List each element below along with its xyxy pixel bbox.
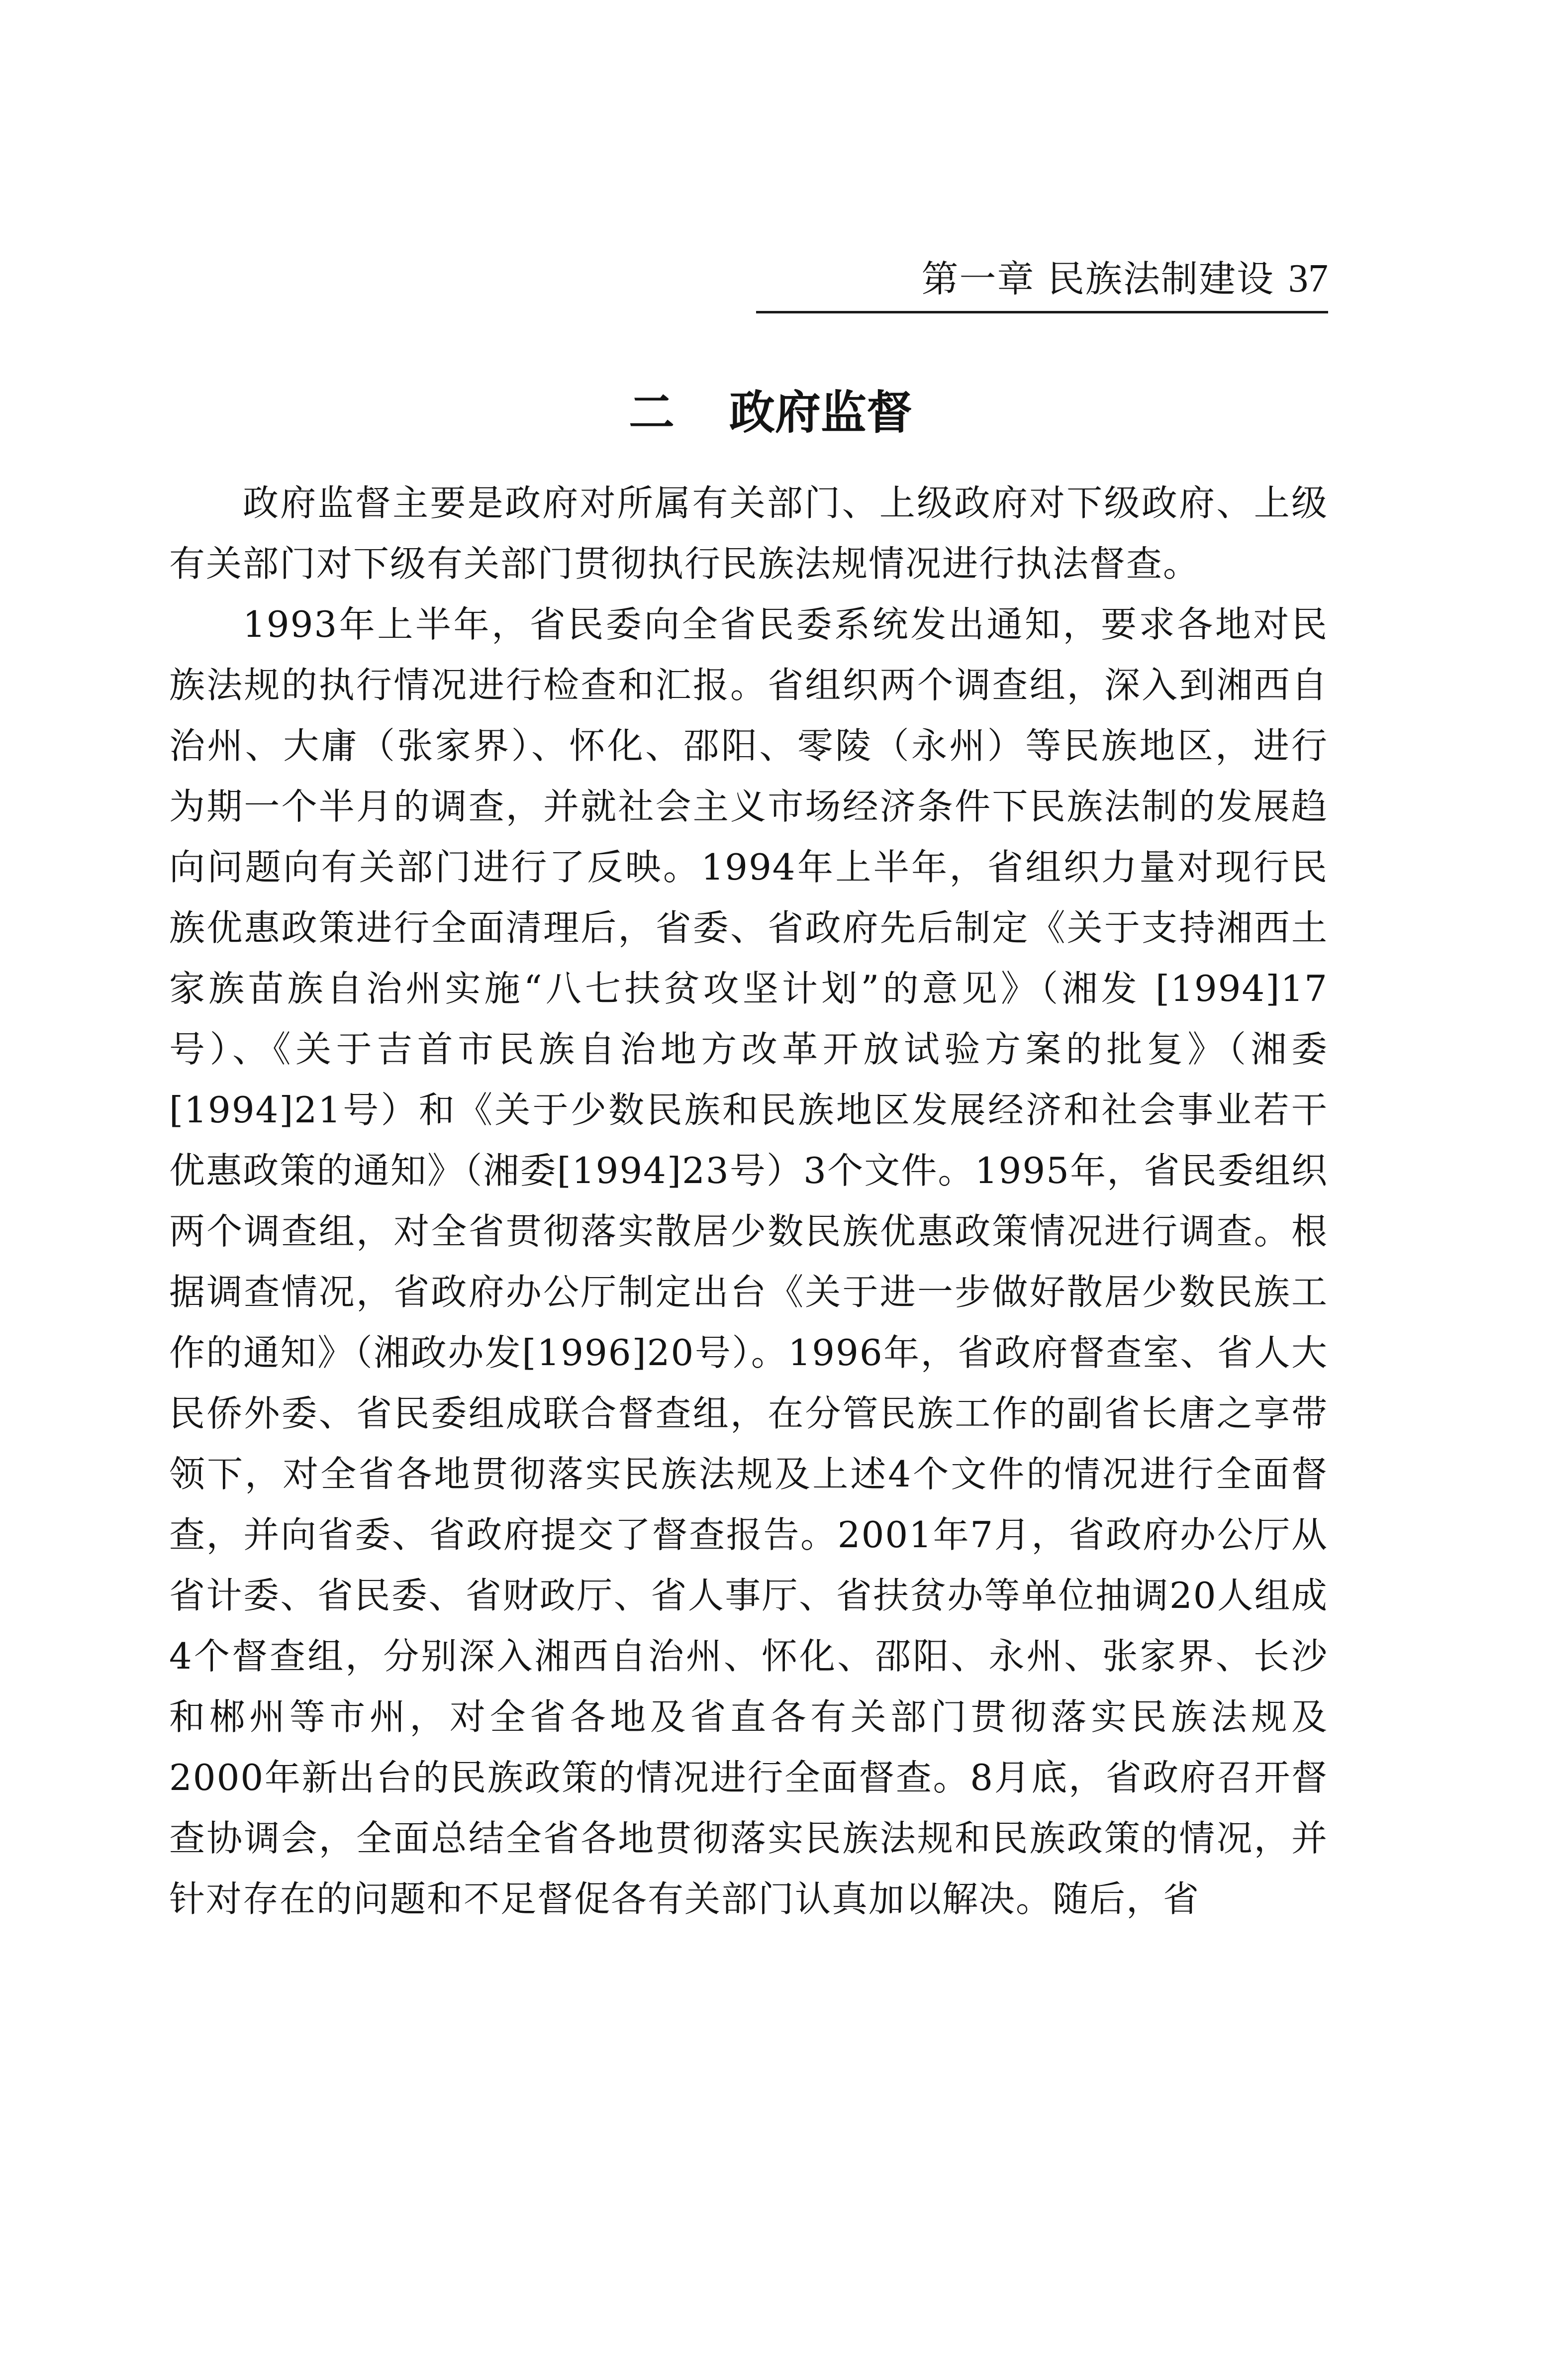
running-head [756,254,1328,313]
section-number: 二 [628,386,674,439]
section-heading [0,383,1541,443]
paragraph: 1993年上半年，省民委向全省民委系统发出通知，要求各地对民族法规的执行情况进行检查和汇报。省组织两个调查组，深入到湘西自治州、大庸（张家界）、怀化、邵阳、零陵（永州）等民族地区，进行为期一个半月的调查，并就社会主义市场经济条件下民族法制的发展趋向问题向有关部门进行了反映。1994年上半年，省组织力量对现行民族优惠政策进行全面清理后，省委、省政府先后制定《关于支持湘西土家族苗族自治州实施“八七扶贫攻坚计划”的意见》（湘发 [1994]17号）、《关于吉首市民族自治地方改革开放试验方案的批复》（湘委[1994]21号）和《关于少数民族和民族地区发展经济和社会事业若干优惠政策的通知》（湘委[1994]23号）3个文件。1995年，省民委组织两个调查组，对全省贯彻落实散居少数民族优惠政策情况进行调查。根据调查情况，省政府办公厅制定出台《关于进一步做好散居少数民族工作的通知》（湘政办发[1996]20号）。1996年，省政府督查室、省人大民侨外委、省民委组成联合督查组，在分管民族工作的副省长唐之享带领下，对全省各地贯彻落实民族法规及上述4个文件的情况进行全面督查，并向省委、省政府提交了督查报告。2001年7月，省政府办公厅从省计委、省民委、省财政厅、省人事厅、省扶贫办等单位抽调20人组成4个督查组，分别深入湘西自治州、怀化、邵阳、永州、张家界、长沙和郴州等市州，对全省各地及省直各有关部门贯彻落实民族法规及2000年新出台的民族政策的情况进行全面督查。8月底，省政府召开督查协调会，全面总结全省各地贯彻落实民族法规和民族政策的情况，并针对存在的问题和不足督促各有关部门认真加以解决。随后，省 [169,603,1328,1920]
page-number: 37 [1288,257,1328,300]
chapter-title: 第一章 民族法制建设 [921,258,1274,300]
body-text [169,473,1328,1929]
paragraph: 政府监督主要是政府对所属有关部门、上级政府对下级政府、上级有关部门对下级有关部门贯彻执行民族法规情况进行执法督查。 [169,482,1328,585]
section-title: 政府监督 [729,386,913,439]
